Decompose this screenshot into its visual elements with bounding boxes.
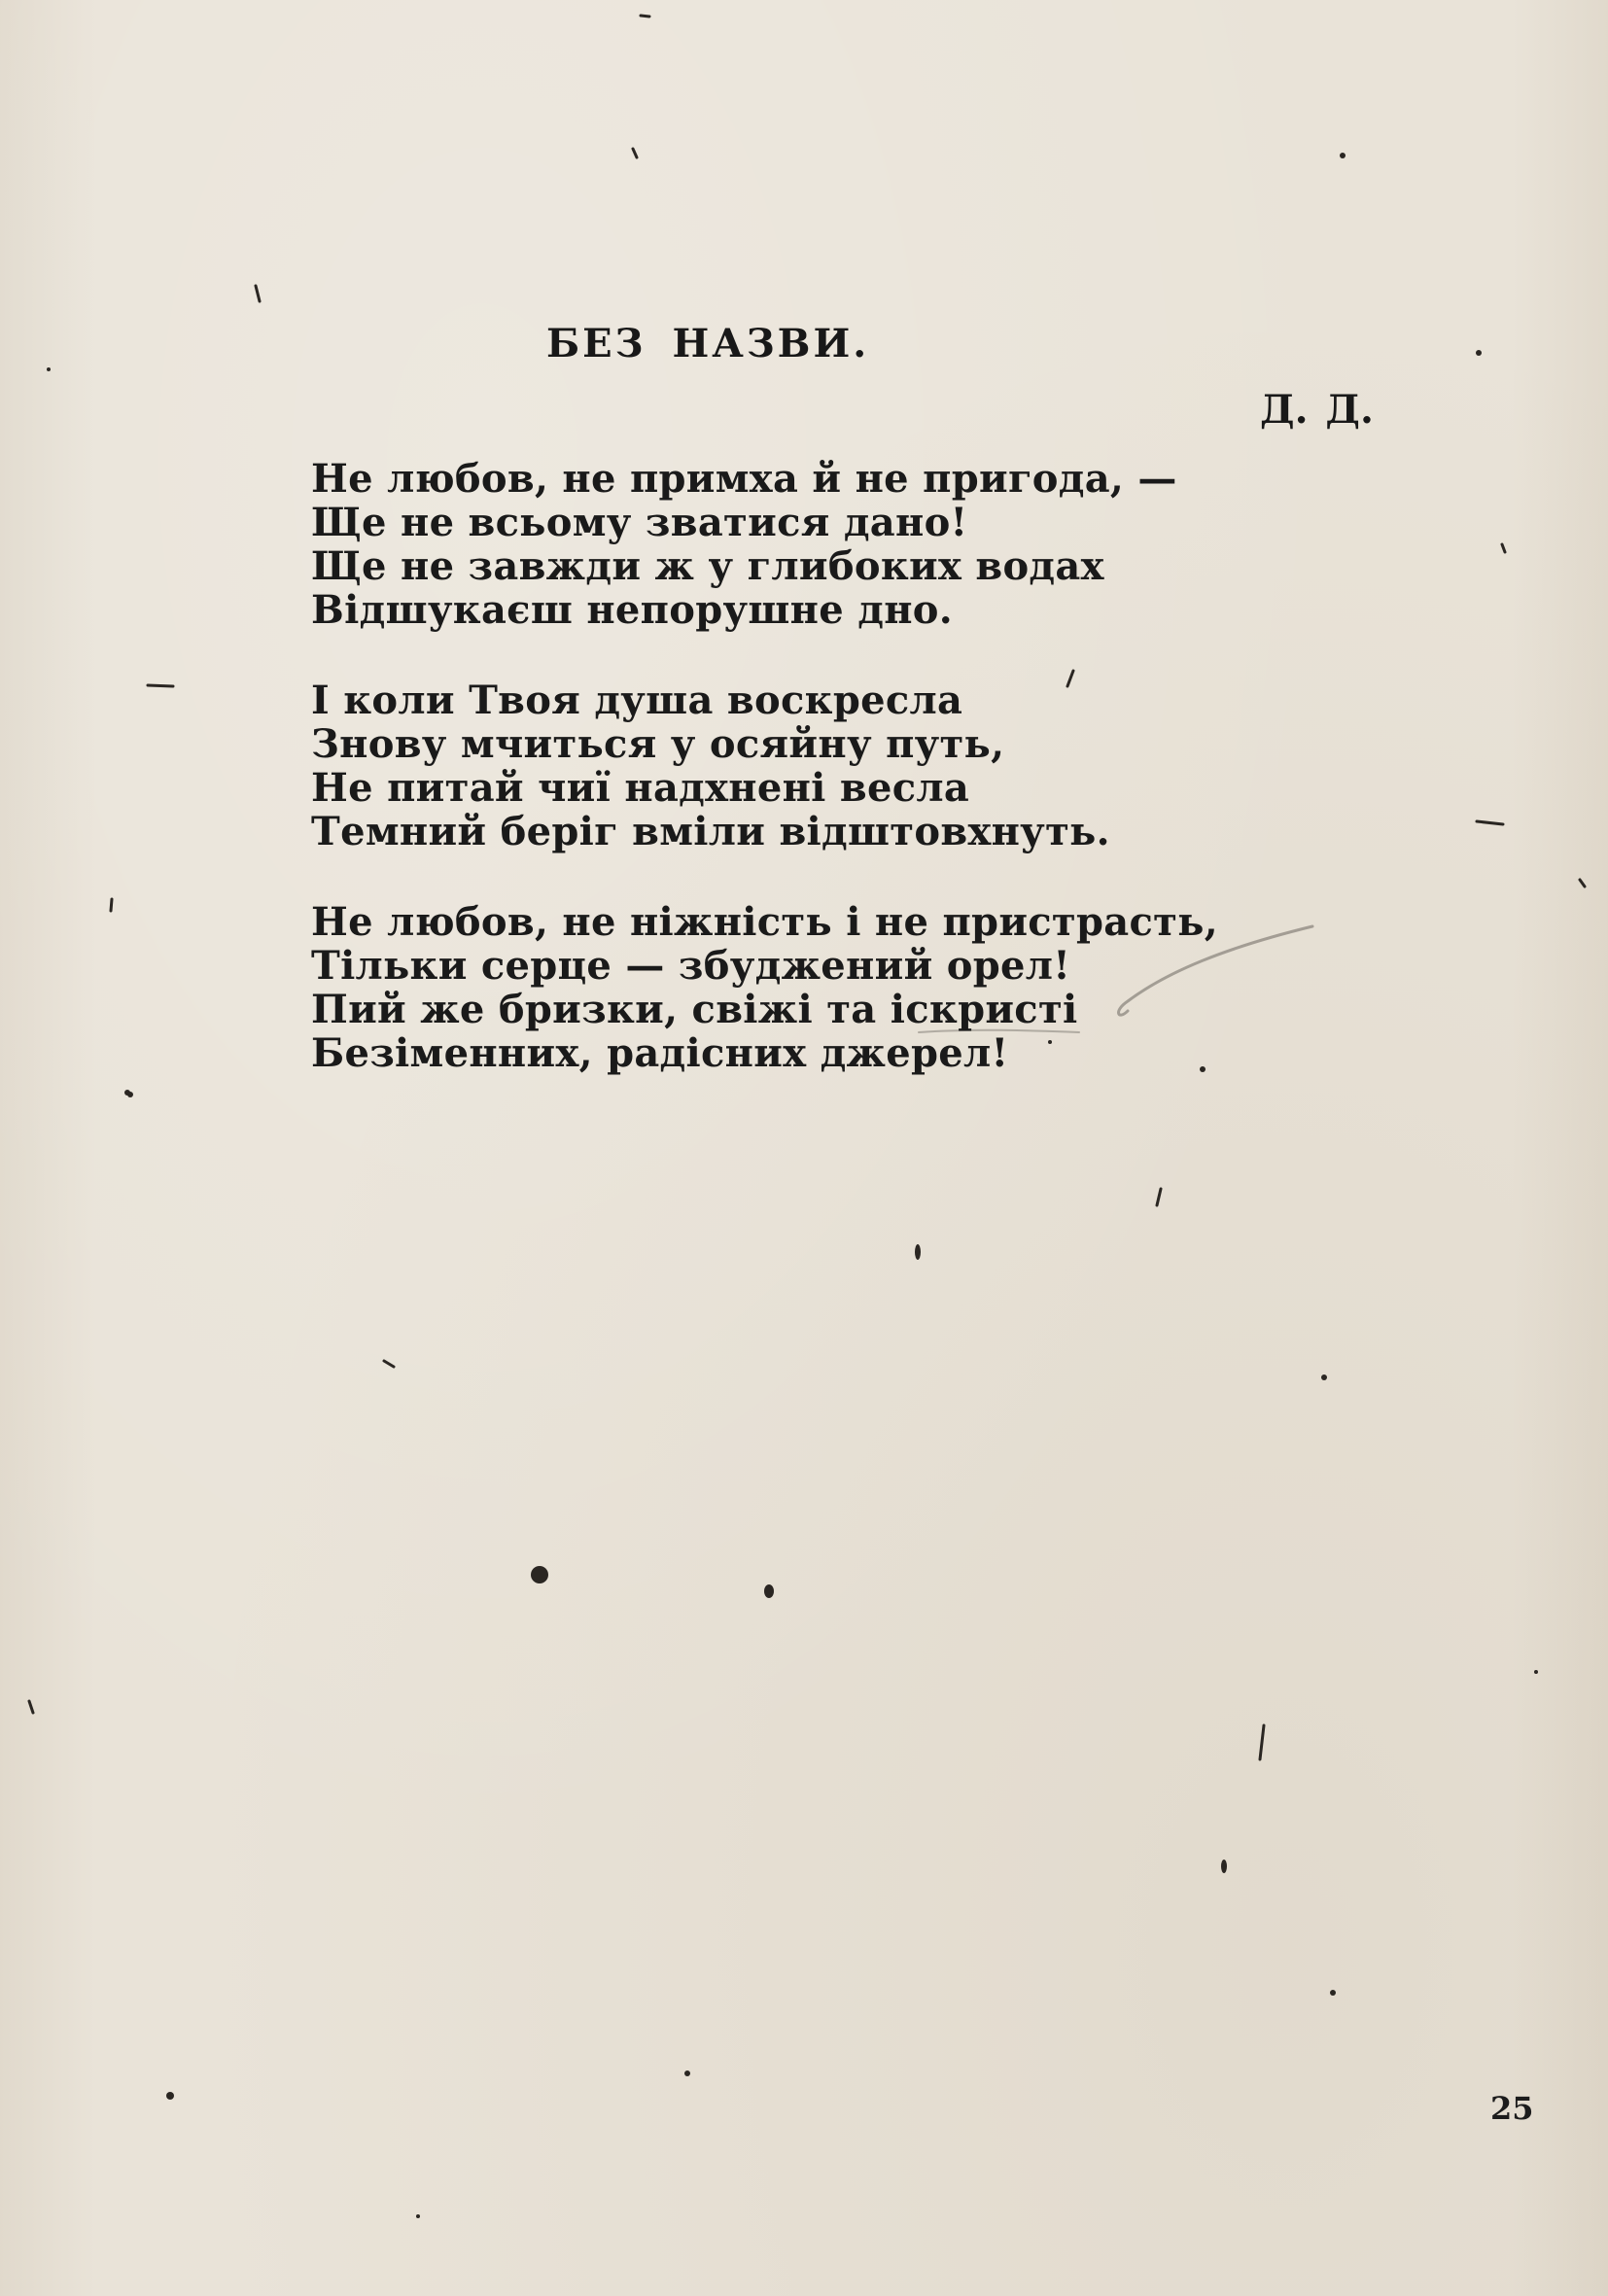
poem-line: Не любов, не ніжність і не пристрасть, [311,899,1218,945]
stanza-2 [311,678,1283,853]
poem-line: І коли Твоя душа воскресла [311,678,963,723]
poem-body [311,457,1283,1122]
poem-line: Ще не завжди ж у глибоких водах [311,543,1104,589]
poem-line: Пий же бризки, свіжі та іскристі [311,987,1078,1032]
stanza-3 [311,900,1283,1075]
poem-line: Темний беріг вміли відштовхнуть. [311,809,1110,854]
poem-line: Не любов, не примха й не пригода, — [311,456,1177,502]
poem-line: Відшукаєш непорушне дно. [311,587,953,633]
stanza-1 [311,457,1283,632]
poem-title: БЕЗ НАЗВИ. [546,321,870,366]
poem-line: Знову мчиться у осяйну путь, [311,721,1005,767]
poem-line: Безіменних, радісних джерел! [311,1030,1009,1076]
poem-line: Ще не всьому зватися дано! [311,500,968,545]
page-number: 25 [1490,2090,1534,2127]
poem-line: Не питай чиї надхнені весла [311,765,970,811]
author-initials: Д. Д. [1260,387,1374,433]
poem-line: Тільки серце — збуджений орел! [311,943,1071,989]
